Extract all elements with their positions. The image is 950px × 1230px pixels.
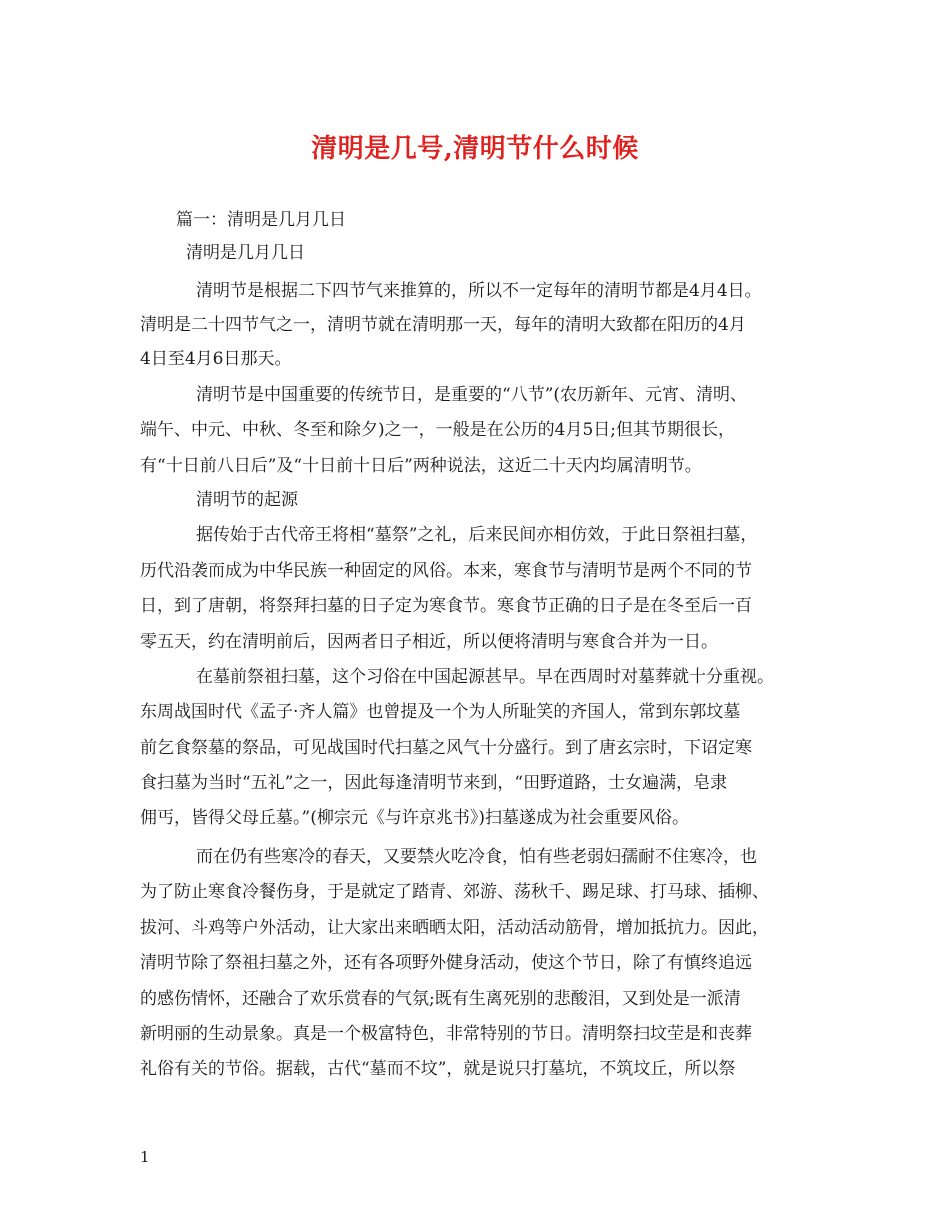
paragraph-line: 日，到了唐朝，将祭拜扫墓的日子定为寒食节。寒食节正确的日子是在冬至后一百	[140, 596, 752, 616]
paragraph-line: 4日至4月6日那天。	[140, 349, 292, 369]
paragraph-line: 在墓前祭祖扫墓，这个习俗在中国起源甚早。早在西周时对墓葬就十分重视。	[196, 667, 774, 687]
paragraph-line: 佣丐，皆得父母丘墓。”(柳宗元《与许京兆书》)扫墓遂成为社会重要风俗。	[140, 808, 689, 828]
paragraph-line: 据传始于古代帝王将相“墓祭”之礼，后来民间亦相仿效，于此日祭祖扫墓，	[196, 525, 758, 545]
sub-heading: 清明是几月几日	[186, 243, 305, 263]
paragraph-line: 而在仍有些寒冷的春天，又要禁火吃冷食，怕有些老弱妇孺耐不住寒冷，也	[196, 847, 757, 867]
document-title: 清明是几号,清明节什么时候	[311, 134, 639, 164]
paragraph-line: 清明节是中国重要的传统节日，是重要的“八节”(农历新年、元宵、清明、	[196, 385, 748, 405]
paragraph-line: 食扫墓为当时“五礼”之一，因此每逢清明节来到，“田野道路，士女遍满，皂隶	[140, 773, 728, 793]
paragraph-line: 历代沿袭而成为中华民族一种固定的风俗。本来，寒食节与清明节是两个不同的节	[140, 561, 752, 581]
paragraph-line: 为了防止寒食冷餐伤身，于是就定了踏青、郊游、荡秋千、踢足球、打马球、插柳、	[140, 882, 769, 902]
paragraph-line: 清明是二十四节气之一，清明节就在清明那一天，每年的清明大致都在阳历的4月	[140, 315, 746, 335]
paragraph-line: 新明丽的生动景象。真是一个极富特色，非常特别的节日。清明祭扫坟茔是和丧葬	[140, 1024, 752, 1044]
paragraph-line: 东周战国时代《孟子·齐人篇》也曾提及一个为人所耻笑的齐国人，常到东郭坟墓	[140, 702, 741, 722]
section-heading: 篇一：清明是几月几日	[176, 210, 346, 230]
paragraph-line: 清明节是根据二下四节气来推算的，所以不一定每年的清明节都是4月4日。	[196, 281, 762, 301]
paragraph-line: 前乞食祭墓的祭品，可见战国时代扫墓之风气十分盛行。到了唐玄宗时，下诏定寒	[140, 738, 752, 758]
paragraph-line: 礼俗有关的节俗。据载，古代“墓而不坟”，就是说只打墓坑，不筑坟丘，所以祭	[140, 1059, 736, 1079]
paragraph-line: 清明节除了祭祖扫墓之外，还有各项野外健身活动，使这个节日，除了有慎终追远	[140, 953, 752, 973]
paragraph-line: 清明节的起源	[196, 490, 298, 510]
paragraph-line: 有“十日前八日后”及“十日前十日后”两种说法，这近二十天内均属清明节。	[140, 456, 702, 476]
paragraph-line: 的感伤情怀，还融合了欢乐赏春的气氛;既有生离死别的悲酸泪，又到处是一派清	[140, 989, 741, 1009]
paragraph-line: 端午、中元、中秋、冬至和除夕)之一，一般是在公历的4月5日;但其节期很长，	[140, 420, 735, 440]
paragraph-line: 零五天，约在清明前后，因两者日子相近，所以便将清明与寒食合并为一日。	[140, 632, 718, 652]
paragraph-line: 拔河、斗鸡等户外活动，让大家出来晒晒太阳，活动活动筋骨，增加抵抗力。因此，	[140, 918, 769, 938]
page-number: 1	[140, 1148, 150, 1166]
